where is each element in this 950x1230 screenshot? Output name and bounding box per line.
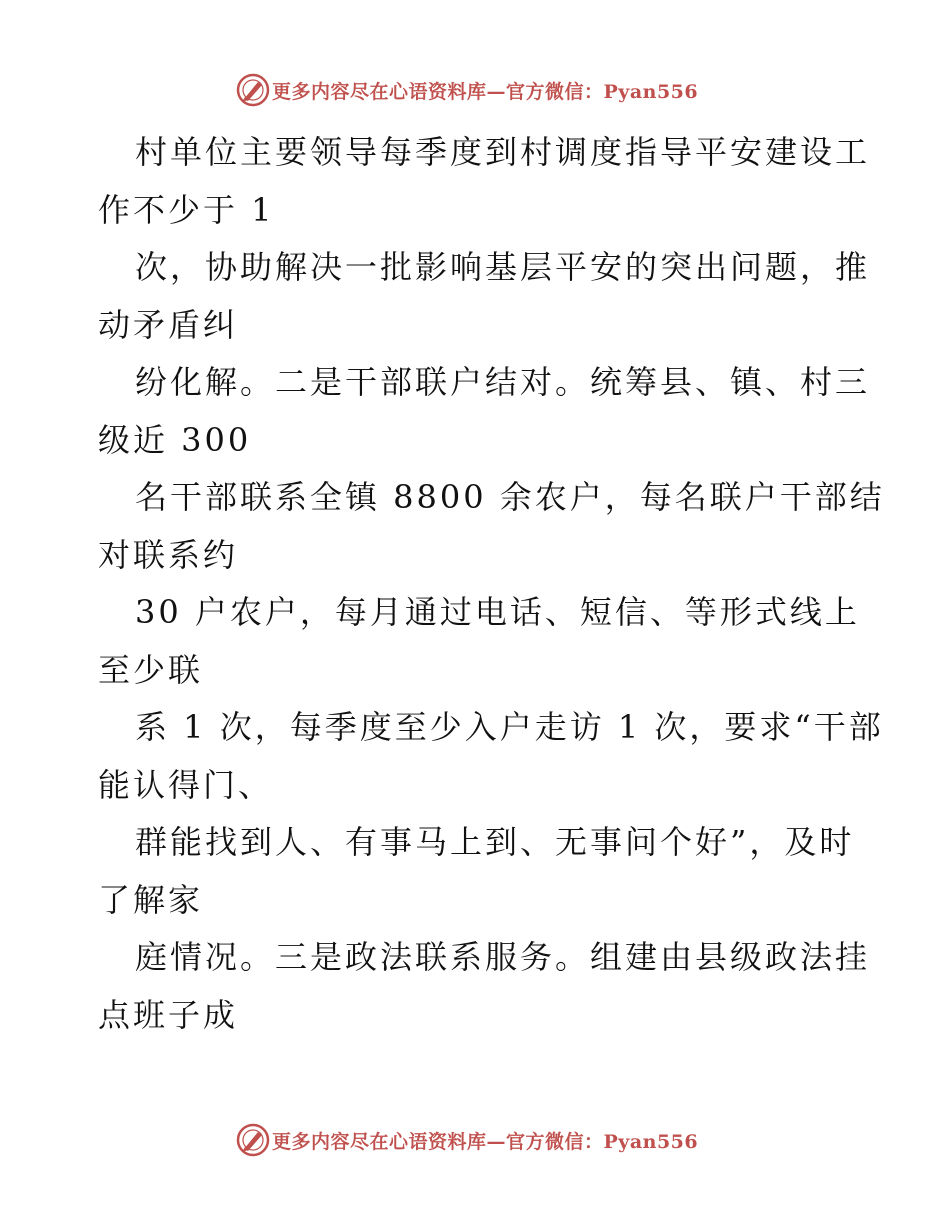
footer-watermark bbox=[236, 1122, 698, 1158]
text-line: 动矛盾纠 bbox=[98, 305, 239, 344]
text-line: 名干部联系全镇 8800 余农户，每名联户干部结 bbox=[135, 478, 885, 516]
text-line: 庭情况。三是政法联系服务。组建由县级政法挂 bbox=[135, 938, 871, 976]
text-line: 作不少于 1 bbox=[98, 190, 275, 229]
footer-watermark-text: 更多内容尽在心语资料库—官方微信：Pyan556 bbox=[272, 1130, 699, 1153]
pen-logo-icon bbox=[236, 1123, 270, 1157]
header-watermark bbox=[236, 72, 698, 108]
text-line: 次，协助解决一批影响基层平安的突出问题，推 bbox=[135, 248, 871, 286]
text-line: 对联系约 bbox=[98, 535, 239, 574]
text-line: 村单位主要领导每季度到村调度指导平安建设工 bbox=[135, 133, 871, 171]
text-line: 至少联 bbox=[98, 650, 204, 689]
text-line: 级近 300 bbox=[98, 420, 252, 459]
header-watermark-text: 更多内容尽在心语资料库—官方微信：Pyan556 bbox=[272, 80, 699, 103]
body-text bbox=[98, 124, 885, 1044]
text-line: 系 1 次，每季度至少入户走访 1 次，要求“干部 bbox=[135, 708, 884, 746]
text-line: 能认得门、 bbox=[98, 765, 274, 804]
text-line: 了解家 bbox=[98, 880, 204, 919]
text-line: 30 户农户，每月通过电话、短信、等形式线上 bbox=[135, 593, 860, 631]
pen-logo-icon bbox=[236, 73, 270, 107]
text-line: 纷化解。二是干部联户结对。统筹县、镇、村三 bbox=[135, 363, 871, 401]
text-line: 群能找到人、有事马上到、无事问个好”，及时 bbox=[135, 823, 855, 861]
text-line: 点班子成 bbox=[98, 995, 239, 1034]
